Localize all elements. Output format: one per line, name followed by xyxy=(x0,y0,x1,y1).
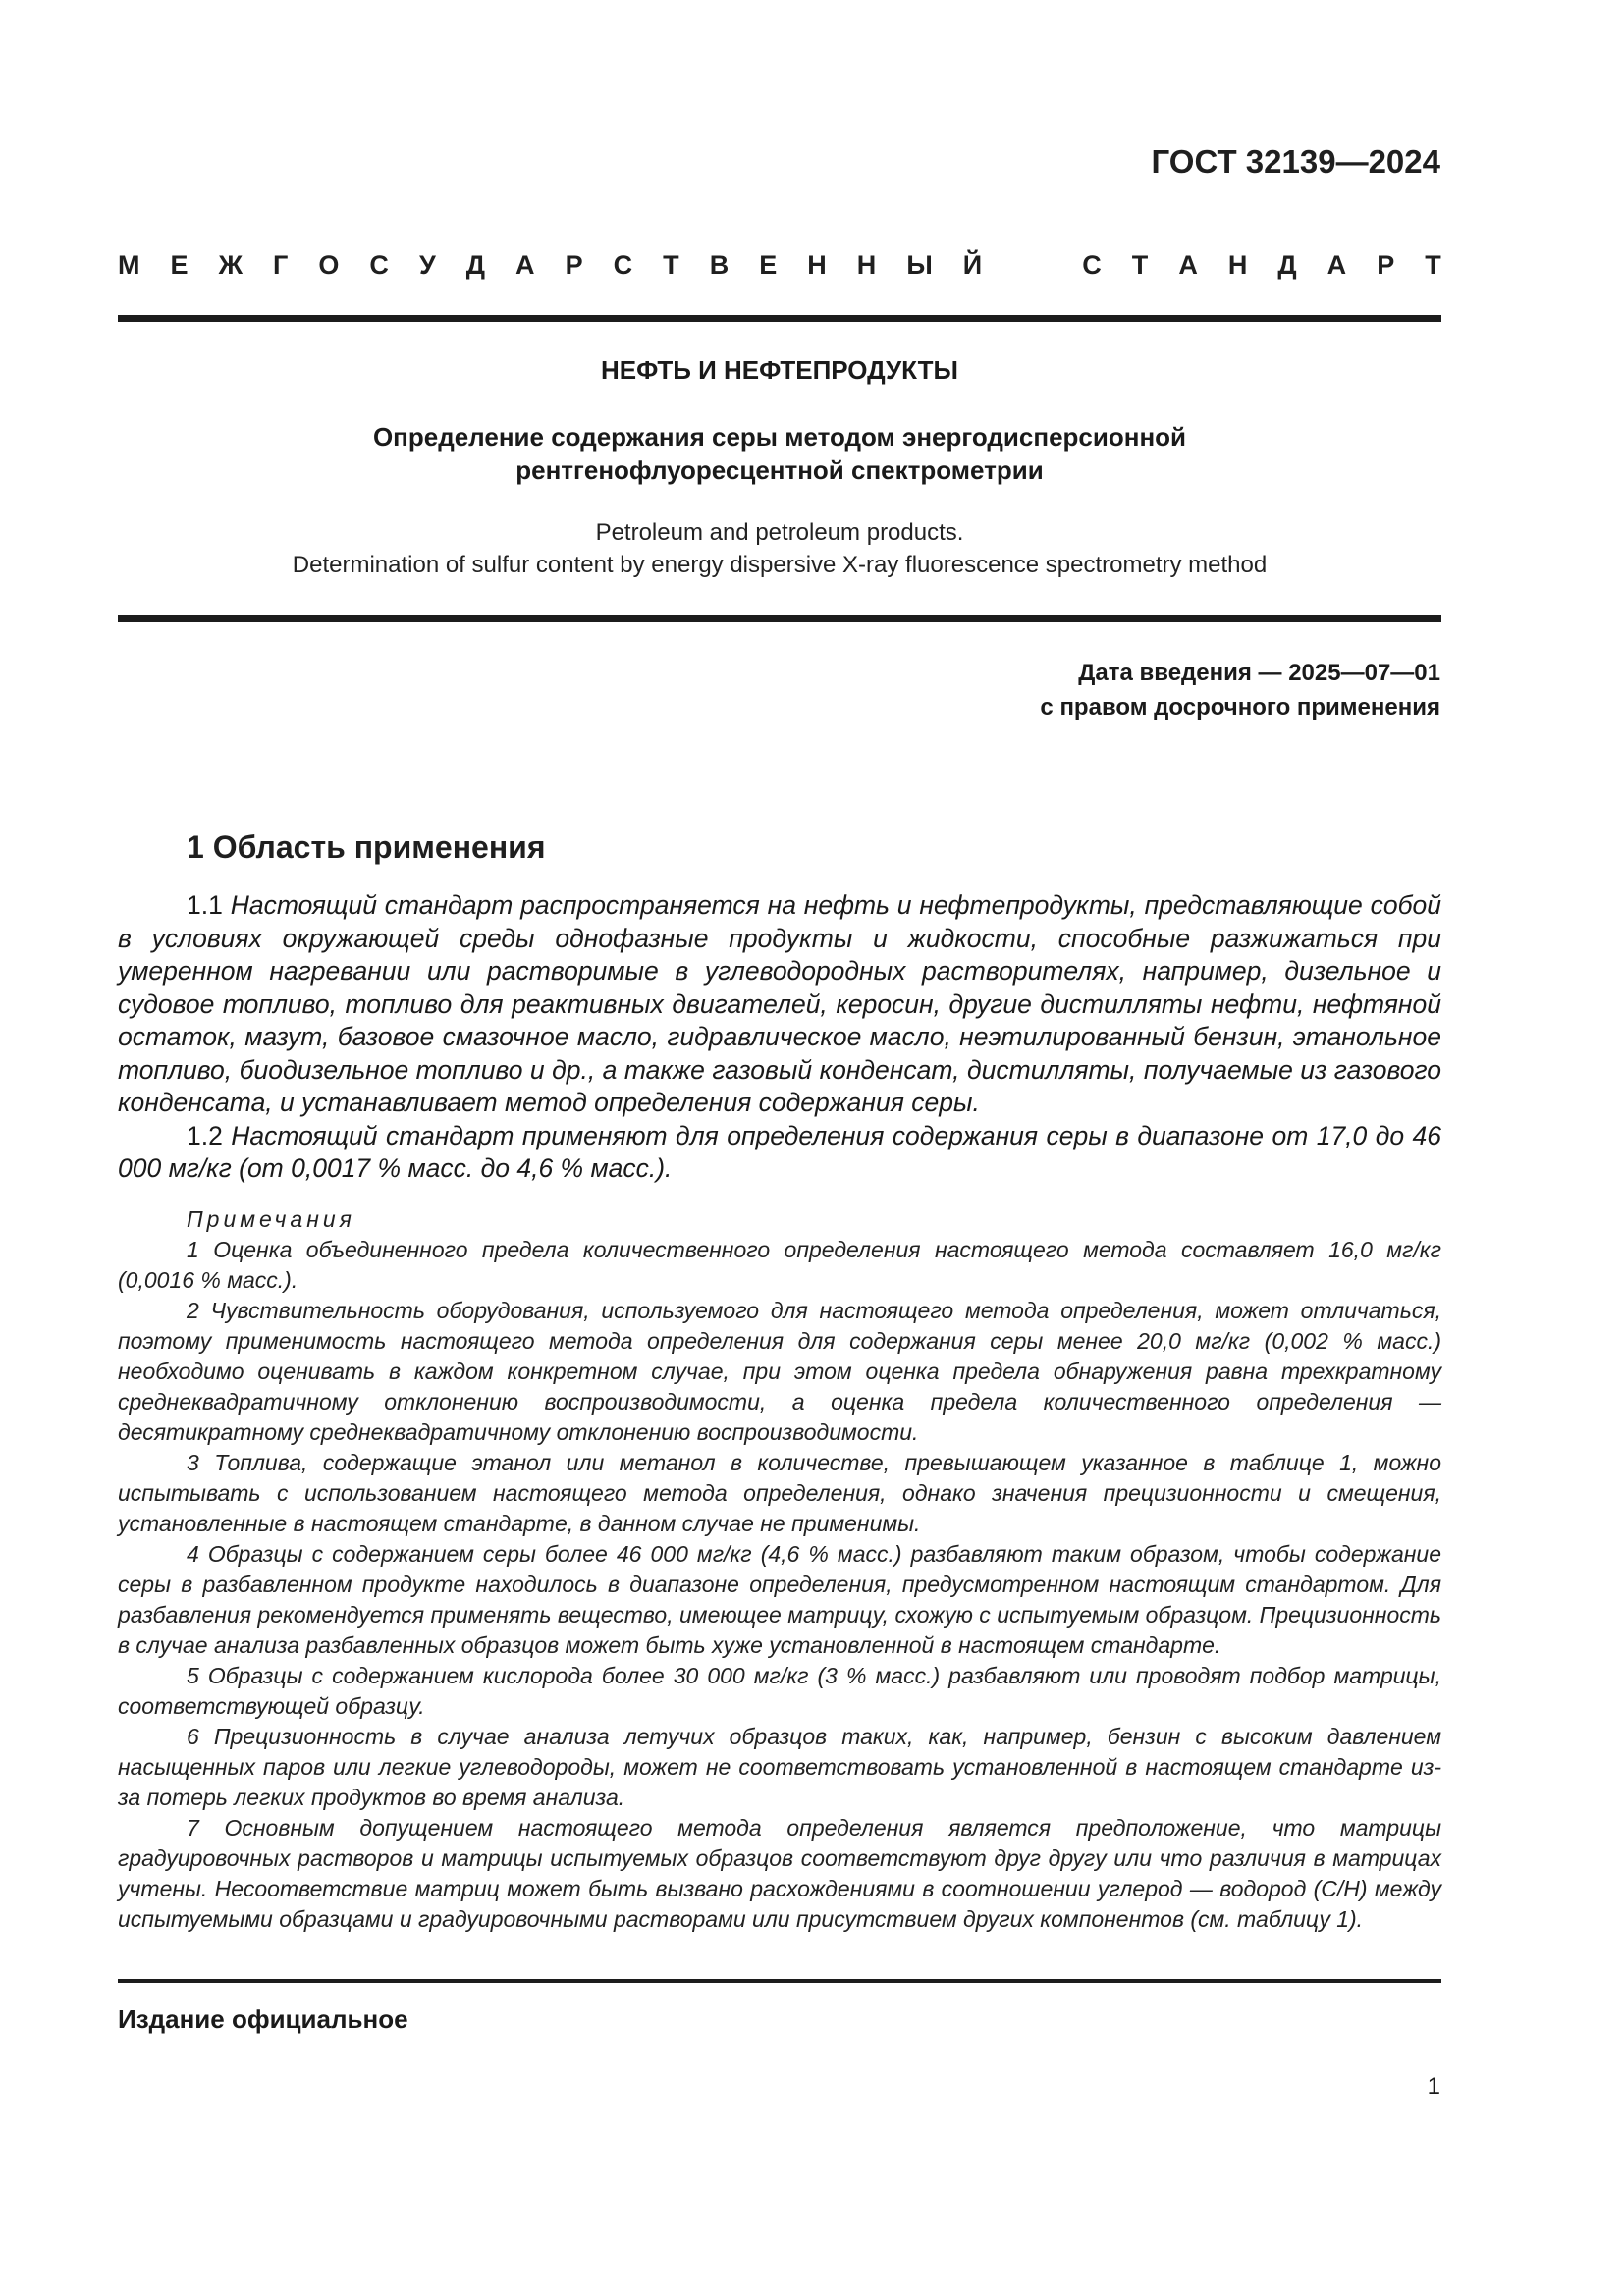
document-code: ГОСТ 32139—2024 xyxy=(1151,143,1440,180)
introduction-date xyxy=(1040,656,1440,724)
note-item: 3 Топлива, содержащие этанол или метанол в количестве, превышающем указанное в таблице 1, можно испытывать с использованием настоящего метода определения, однако значения прецизионности и смещения, установленные в настоящем стандарте, в данном случае не применимы. xyxy=(118,1450,1441,1536)
heading-letter: Е xyxy=(170,250,189,280)
document-subtitle xyxy=(118,420,1441,487)
document-title: НЕФТЬ И НЕФТЕПРОДУКТЫ xyxy=(601,355,958,385)
early-application-line: с правом досрочного применения xyxy=(1040,694,1440,721)
notes-block xyxy=(118,1204,1441,1935)
heading-letter: С xyxy=(369,250,389,280)
note-item: 1 Оценка объединенного предела количественного определения настоящего метода составляет 16,0 мг/кг (0,0016 % масс.). xyxy=(118,1237,1441,1293)
heading-letter: У xyxy=(418,250,436,280)
heading-letter: Г xyxy=(273,250,289,280)
heading-letter: С xyxy=(1082,250,1102,280)
clause-number: 1.1 xyxy=(187,890,223,920)
heading-letter: Т xyxy=(663,250,679,280)
heading-letter: Р xyxy=(565,250,583,280)
note-item: 2 Чувствительность оборудования, используемого для настоящего метода определения, может отличаться, поэтому применимость настоящего метода определения для содержания серы менее 20,0 мг/кг (0,002 % масс.) необходимо оценивать в каждом конкретном случае, при этом оценка предела обнаружения равна трехкратному среднеквадратичному отклонению воспроизводимости, а оценка предела количественного определения — десятикратному среднеквадратичному отклонению воспроизводимости. xyxy=(118,1298,1441,1445)
heading-letter: Ж xyxy=(218,250,243,280)
heading-letter: А xyxy=(1178,250,1198,280)
english-title-line-1: Petroleum and petroleum products. xyxy=(595,519,964,546)
page-number: 1 xyxy=(1427,2073,1440,2100)
heading-letter: В xyxy=(709,250,730,280)
subtitle-line-1: Определение содержания серы методом энергодисперсионной xyxy=(372,422,1187,452)
official-edition-label: Издание официальное xyxy=(118,2004,408,2034)
heading-letter: Т xyxy=(1425,250,1441,280)
section-clauses xyxy=(118,889,1441,1186)
heading-letter: Ы xyxy=(906,250,933,280)
heading-letter: Е xyxy=(759,250,778,280)
note-item: 4 Образцы с содержанием серы более 46 000 мг/кг (4,6 % масс.) разбавляют таким образом, чтобы содержание серы в разбавленном продукте находилось в диапазоне определения, предусмотренном настоящим стандартом. Для разбавления рекомендуется применять вещество, имеющее матрицу, схожую с испытуемым образцом. Прецизионность в случае анализа разбавленных образцов может быть хуже установленной в настоящем стандарте. xyxy=(118,1541,1441,1658)
top-divider xyxy=(118,315,1441,322)
introduction-date-line: Дата введения — 2025—07—01 xyxy=(1078,660,1440,686)
heading-letter: Р xyxy=(1377,250,1395,280)
heading-letter: Т xyxy=(1131,250,1149,280)
heading-letter: Д xyxy=(1277,250,1297,280)
heading-letter: О xyxy=(318,250,340,280)
heading-letter: М xyxy=(118,250,140,280)
heading-letter: А xyxy=(515,250,535,280)
clause-1-1 xyxy=(118,889,1441,1120)
heading-letter: С xyxy=(613,250,633,280)
section-heading: 1 Область применения xyxy=(187,829,546,865)
note-item: 7 Основным допущением настоящего метода определения является предположение, что матрицы градуировочных растворов и матрицы испытуемых образцов соответствуют друг другу или что различия в матрицах учтены. Несоответствие матриц может быть вызвано расхождениями в соотношении углерод — водород (С/Н) между испытуемыми образцами и градуировочными растворами или присутствием других компонентов (см. таблицу 1). xyxy=(118,1815,1441,1932)
heading-word-gap xyxy=(1012,250,1052,281)
notes-heading: Примечания xyxy=(187,1206,355,1232)
title-divider xyxy=(118,615,1441,622)
clause-1-2 xyxy=(118,1120,1441,1186)
heading-letter: Й xyxy=(962,250,983,280)
clause-text: Настоящий стандарт применяют для определения содержания серы в диапазоне от 17,0 до 46 000 мг/кг (от 0,0017 % масс. до 4,6 % масс.). xyxy=(118,1120,1441,1183)
english-title xyxy=(118,516,1441,581)
heading-letter: Н xyxy=(856,250,877,280)
heading-letter: Н xyxy=(807,250,827,280)
heading-letter: Н xyxy=(1227,250,1248,280)
standard-category-heading xyxy=(118,250,1441,281)
note-item: 5 Образцы с содержанием кислорода более 30 000 мг/кг (3 % масс.) разбавляют или проводят подбор матрицы, соответствующей образцу. xyxy=(118,1663,1441,1719)
english-title-line-2: Determination of sulfur content by energy dispersive X-ray fluorescence spectrometry method xyxy=(292,552,1268,578)
footer-divider xyxy=(118,1979,1441,1983)
heading-letter: А xyxy=(1326,250,1347,280)
clause-number: 1.2 xyxy=(187,1120,223,1150)
heading-letter: Д xyxy=(465,250,486,280)
clause-text: Настоящий стандарт распространяется на нефть и нефтепродукты, представляющие собой в условиях окружающей среды однофазные продукты и жидкости, способные разжижаться при умеренном нагревании или растворимые в углеводородных растворителях, например, дизельное и судовое топливо, топливо для реактивных двигателей, керосин, другие дистилляты нефти, нефтяной остаток, мазут, базовое смазочное масло, гидравлическое масло, неэтилированный бензин, этанольное топливо, биодизельное топливо и др., а также газовый конденсат, дистилляты, получаемые из газового конденсата, и устанавливает метод определения содержания серы. xyxy=(118,890,1441,1117)
note-item: 6 Прецизионность в случае анализа летучих образцов таких, как, например, бензин с высоким давлением насыщенных паров или легкие углеводороды, может не соответствовать установленной в настоящем стандарте из-за потерь легких продуктов во время анализа. xyxy=(118,1724,1441,1810)
subtitle-line-2: рентгенофлуоресцентной спектрометрии xyxy=(515,455,1044,485)
